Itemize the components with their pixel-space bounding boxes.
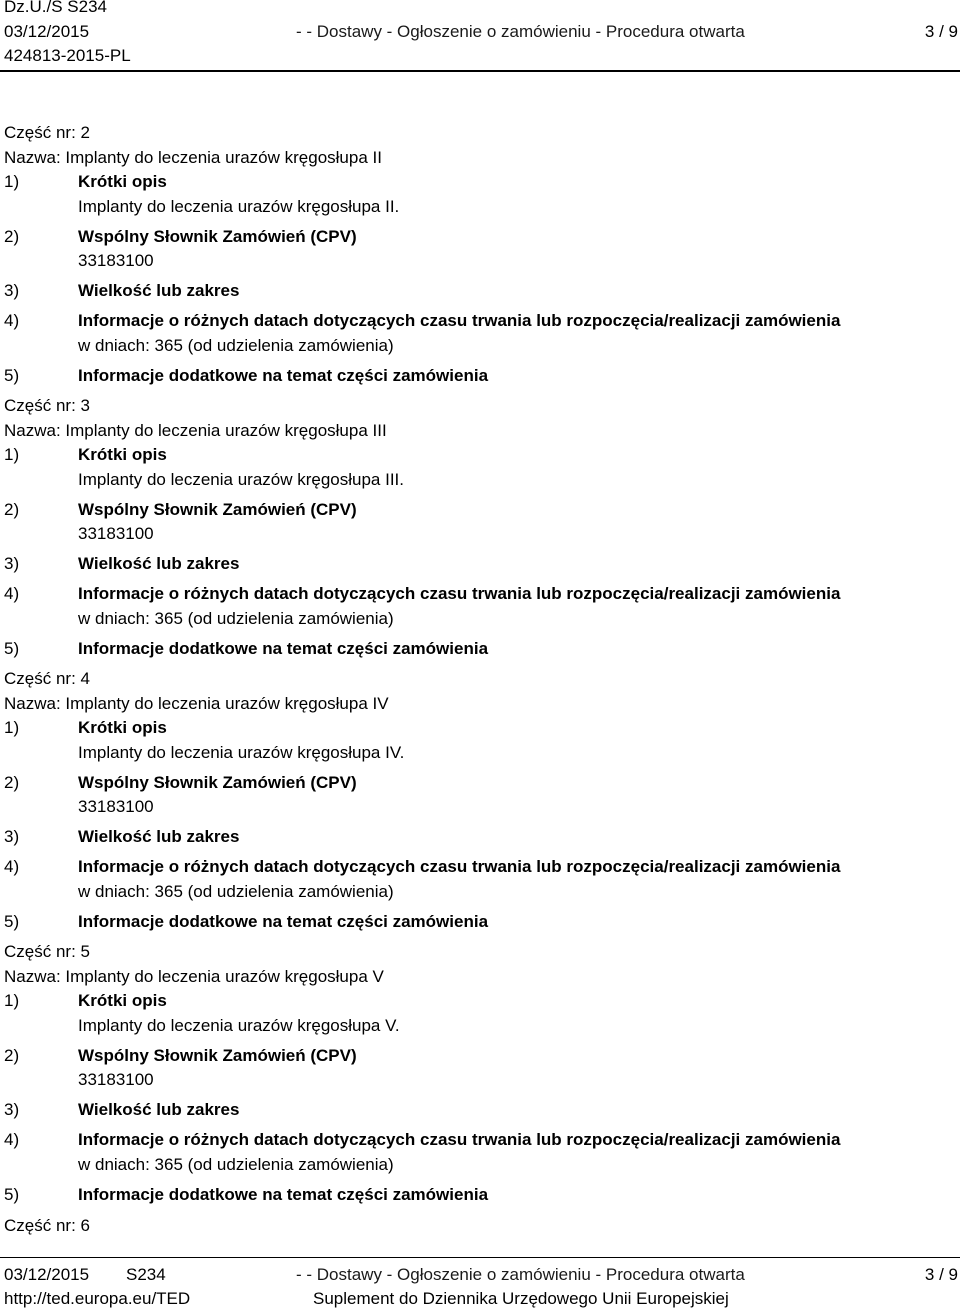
journal-ref: Dz.U./S S234 (4, 0, 107, 16)
item-number: 1) (4, 718, 20, 738)
item-number: 5) (4, 366, 20, 385)
footer-divider (0, 1257, 960, 1258)
item-number: 3) (4, 554, 20, 574)
footer-ted-link[interactable]: http://ted.europa.eu/TED (4, 1289, 191, 1308)
item-heading: Informacje o różnych datach dotyczących czasu trwania lub rozpoczęcia/realizacji zamówienia (78, 1130, 841, 1150)
item-value: w dniach: 365 (od udzielenia zamówienia) (78, 609, 394, 628)
item-value: 33183100 (78, 797, 154, 817)
header-page-number: 3 / 9 (924, 22, 958, 41)
footer-supplement: Suplement do Dziennika Urzędowego Unii Europejskiej (313, 1289, 729, 1308)
footer-date: 03/12/2015 (4, 1265, 90, 1284)
item-heading: Wielkość lub zakres (78, 281, 240, 301)
footer-title: - - Dostawy - Ogłoszenie o zamówieniu - Procedura otwarta (296, 1265, 745, 1284)
item-number: 2) (4, 226, 20, 246)
item-number: 4) (4, 857, 20, 877)
item-value: w dniach: 365 (od udzielenia zamówienia) (78, 336, 394, 355)
item-number: 4) (4, 584, 20, 604)
part-name: Nazwa: Implanty do leczenia urazów kręgosłupa II (4, 147, 382, 167)
item-number: 1) (4, 991, 20, 1011)
part-label: Część nr: 2 (4, 123, 90, 142)
item-heading: Wielkość lub zakres (78, 1100, 240, 1120)
item-heading: Krótki opis (78, 718, 167, 738)
item-heading: Informacje dodatkowe na temat części zamówienia (78, 912, 489, 931)
part-label: Część nr: 5 (4, 942, 90, 961)
header-divider (0, 70, 960, 72)
footer-page-number: 3 / 9 (924, 1265, 958, 1284)
item-heading: Informacje o różnych datach dotyczących czasu trwania lub rozpoczęcia/realizacji zamówienia (78, 857, 841, 877)
item-value: w dniach: 365 (od udzielenia zamówienia) (78, 1155, 394, 1174)
item-number: 5) (4, 1185, 20, 1204)
item-heading: Wielkość lub zakres (78, 827, 240, 847)
part-label: Część nr: 4 (4, 669, 90, 688)
item-value: 33183100 (78, 1070, 154, 1090)
item-heading: Krótki opis (78, 172, 167, 192)
item-value: 33183100 (78, 251, 154, 271)
item-number: 4) (4, 1130, 20, 1150)
item-heading: Informacje o różnych datach dotyczących czasu trwania lub rozpoczęcia/realizacji zamówienia (78, 311, 841, 331)
item-value: Implanty do leczenia urazów kręgosłupa III. (78, 469, 405, 489)
item-value: Implanty do leczenia urazów kręgosłupa II. (78, 196, 400, 216)
item-heading: Krótki opis (78, 991, 167, 1011)
header-date: 03/12/2015 (4, 22, 90, 41)
part-label: Część nr: 3 (4, 396, 90, 415)
item-value: Implanty do leczenia urazów kręgosłupa V. (78, 1015, 400, 1035)
footer-journal: S234 (126, 1265, 166, 1284)
item-heading: Informacje o różnych datach dotyczących czasu trwania lub rozpoczęcia/realizacji zamówienia (78, 584, 841, 604)
item-number: 3) (4, 281, 20, 301)
item-heading: Informacje dodatkowe na temat części zamówienia (78, 366, 489, 385)
item-heading: Wspólny Słownik Zamówień (CPV) (78, 1045, 357, 1065)
item-number: 5) (4, 639, 20, 658)
item-number: 1) (4, 445, 20, 465)
item-number: 3) (4, 827, 20, 847)
header-title: - - Dostawy - Ogłoszenie o zamówieniu - Procedura otwarta (296, 22, 745, 41)
item-number: 4) (4, 311, 20, 331)
item-number: 3) (4, 1100, 20, 1120)
part-label-trailing: Część nr: 6 (4, 1216, 90, 1235)
item-value: 33183100 (78, 524, 154, 544)
item-heading: Wielkość lub zakres (78, 554, 240, 574)
item-value: Implanty do leczenia urazów kręgosłupa IV. (78, 742, 405, 762)
item-heading: Wspólny Słownik Zamówień (CPV) (78, 499, 357, 519)
item-number: 2) (4, 772, 20, 792)
part-name: Nazwa: Implanty do leczenia urazów kręgosłupa V (4, 966, 384, 986)
item-number: 1) (4, 172, 20, 192)
document-id: 424813-2015-PL (4, 46, 131, 65)
item-number: 5) (4, 912, 20, 931)
item-heading: Informacje dodatkowe na temat części zamówienia (78, 1185, 489, 1204)
item-heading: Wspólny Słownik Zamówień (CPV) (78, 772, 357, 792)
part-name: Nazwa: Implanty do leczenia urazów kręgosłupa III (4, 420, 387, 440)
item-number: 2) (4, 499, 20, 519)
item-number: 2) (4, 1045, 20, 1065)
item-value: w dniach: 365 (od udzielenia zamówienia) (78, 882, 394, 901)
item-heading: Krótki opis (78, 445, 167, 465)
item-heading: Informacje dodatkowe na temat części zamówienia (78, 639, 489, 658)
item-heading: Wspólny Słownik Zamówień (CPV) (78, 226, 357, 246)
part-name: Nazwa: Implanty do leczenia urazów kręgosłupa IV (4, 693, 389, 713)
